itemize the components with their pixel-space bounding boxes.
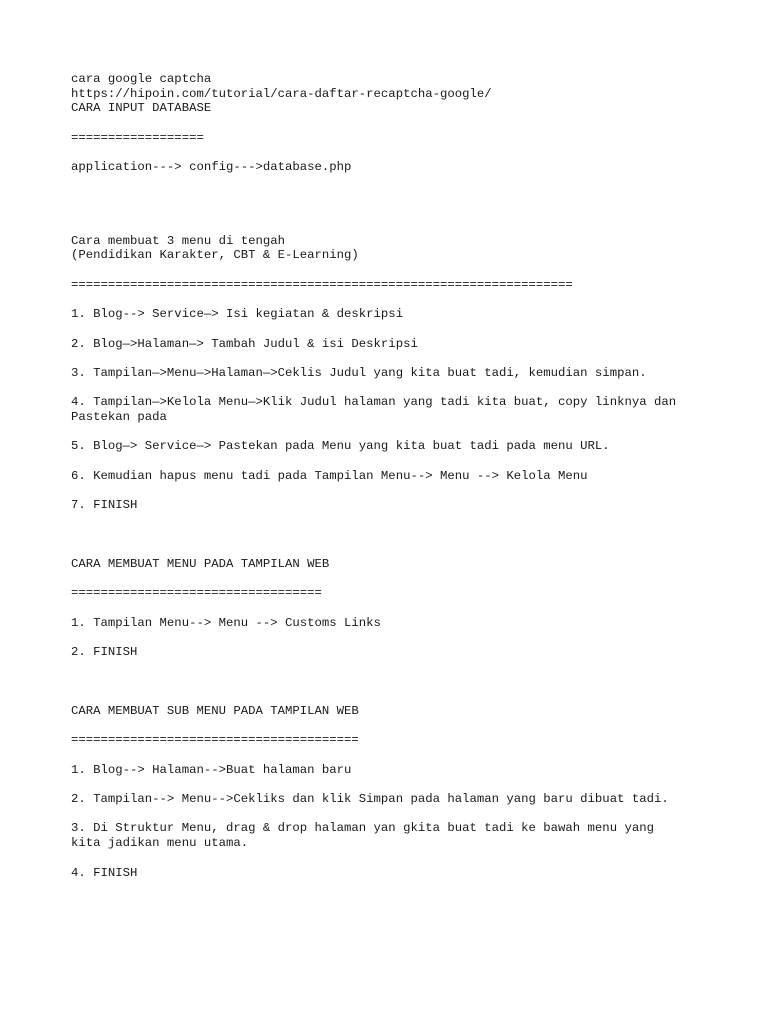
doc-line	[71, 263, 731, 278]
doc-line	[71, 807, 731, 822]
doc-line	[71, 175, 731, 190]
doc-line: 6. Kemudian hapus menu tadi pada Tampilan Menu--> Menu --> Kelola Menu	[71, 468, 588, 483]
doc-line: ==================================	[71, 586, 322, 601]
doc-line: Cara membuat 3 menu di tengah	[71, 233, 286, 248]
doc-line	[71, 425, 731, 440]
doc-line	[71, 748, 731, 763]
doc-line: CARA INPUT DATABASE	[71, 101, 212, 116]
doc-line	[71, 528, 731, 543]
doc-line	[71, 601, 731, 616]
doc-line: 7. FINISH	[71, 498, 138, 513]
doc-line: 2. FINISH	[71, 645, 138, 660]
doc-line: 4. Tampilan—>Kelola Menu—>Klik Judul halaman yang tadi kita buat, copy linknya dan	[71, 395, 677, 410]
doc-line	[71, 572, 731, 587]
doc-line	[71, 851, 731, 866]
doc-line	[71, 513, 731, 528]
doc-line: =======================================	[71, 733, 359, 748]
doc-line	[71, 116, 731, 131]
doc-line	[71, 219, 731, 234]
doc-line: CARA MEMBUAT MENU PADA TAMPILAN WEB	[71, 556, 330, 571]
doc-line: ====================================================================	[71, 277, 573, 292]
doc-line: application---> config--->database.php	[71, 160, 352, 175]
doc-line	[71, 454, 731, 469]
doc-line: 1. Blog--> Service—> Isi kegiatan & deskripsi	[71, 307, 404, 322]
doc-line	[71, 146, 731, 161]
doc-line	[71, 322, 731, 337]
doc-line	[71, 689, 731, 704]
doc-line: ==================	[71, 130, 204, 145]
doc-line: 5. Blog—> Service—> Pastekan pada Menu yang kita buat tadi pada menu URL.	[71, 439, 610, 454]
doc-line: (Pendidikan Karakter, CBT & E-Learning)	[71, 248, 359, 263]
doc-line: 1. Tampilan Menu--> Menu --> Customs Links	[71, 615, 381, 630]
doc-line	[71, 542, 731, 557]
doc-line	[71, 381, 731, 396]
doc-line	[71, 204, 731, 219]
doc-line	[71, 190, 731, 205]
doc-line	[71, 660, 731, 675]
doc-line: 3. Tampilan—>Menu—>Halaman—>Ceklis Judul yang kita buat tadi, kemudian simpan.	[71, 365, 647, 380]
doc-line	[71, 630, 731, 645]
doc-line: Pastekan pada	[71, 410, 167, 424]
doc-line	[71, 675, 731, 690]
doc-line: 1. Blog--> Halaman-->Buat halaman baru	[71, 762, 352, 777]
doc-line: 2. Tampilan--> Menu-->Cekliks dan klik Simpan pada halaman yang baru dibuat tadi.	[71, 792, 669, 807]
doc-line	[71, 777, 731, 792]
doc-line	[71, 292, 731, 307]
document-page	[71, 72, 731, 880]
doc-line: 3. Di Struktur Menu, drag & drop halaman yan gkita buat tadi ke bawah menu yang	[71, 821, 654, 836]
doc-line	[71, 351, 731, 366]
doc-line: 4. FINISH	[71, 865, 138, 880]
doc-line: kita jadikan menu utama.	[71, 836, 249, 851]
doc-line	[71, 483, 731, 498]
doc-line: CARA MEMBUAT SUB MENU PADA TAMPILAN WEB	[71, 703, 359, 718]
doc-line	[71, 719, 731, 734]
doc-line: 2. Blog—>Halaman—> Tambah Judul & isi Deskripsi	[71, 336, 418, 351]
doc-line: cara google captcha	[71, 72, 212, 86]
doc-line: https://hipoin.com/tutorial/cara-daftar-recaptcha-google/	[71, 86, 492, 101]
